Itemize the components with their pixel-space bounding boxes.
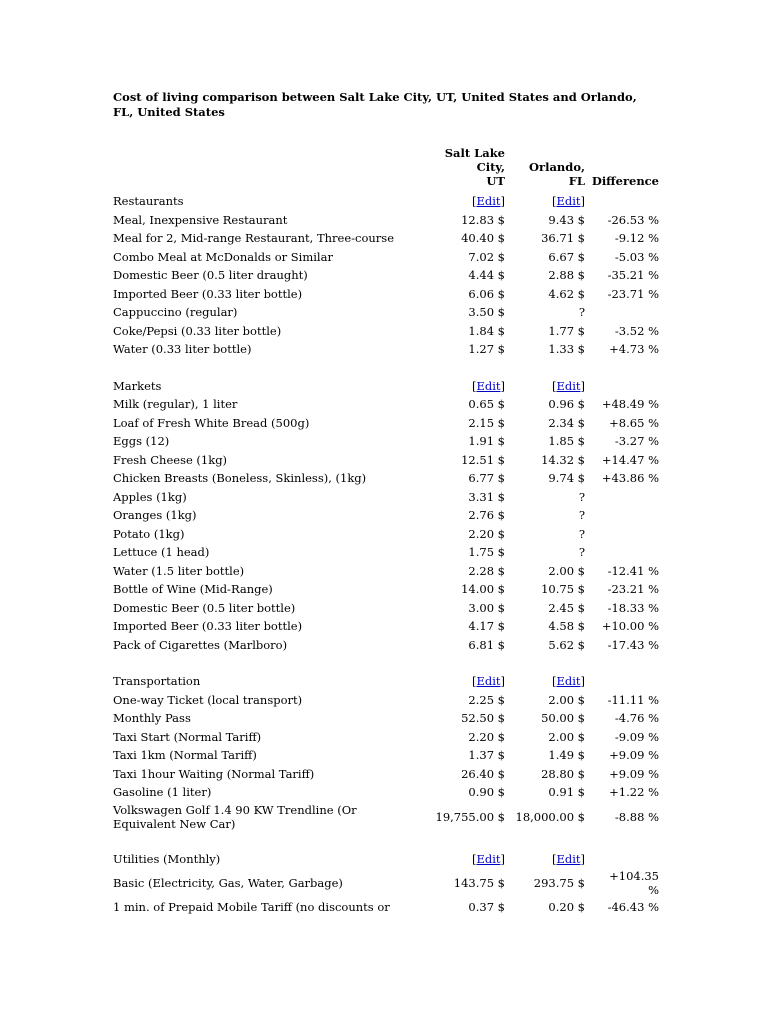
item-name: Basic (Electricity, Gas, Water, Garbage) xyxy=(113,876,343,890)
item-name: Taxi 1km (Normal Tariff) xyxy=(113,748,257,763)
difference-value xyxy=(585,303,659,322)
table-row xyxy=(113,868,659,898)
difference-value: -17.43 % xyxy=(607,637,659,652)
item-name: Eggs (12) xyxy=(113,434,170,449)
city-b-price: 1.33 $ xyxy=(548,342,585,357)
item-name: Milk (regular), 1 liter xyxy=(113,397,238,412)
city-b-price: 5.62 $ xyxy=(548,637,585,652)
difference-value: -11.11 % xyxy=(607,692,659,707)
city-b-price: 18,000.00 $ xyxy=(515,809,585,824)
table-row xyxy=(113,266,659,285)
city-a-price: 14.00 $ xyxy=(461,582,505,597)
item-name: Lettuce (1 head) xyxy=(113,545,210,560)
city-b-price: ? xyxy=(578,489,585,504)
city-a-price: 2.25 $ xyxy=(468,692,505,707)
city-a-price: 2.20 $ xyxy=(468,729,505,744)
city-b-price: 0.20 $ xyxy=(548,900,585,915)
item-name: Domestic Beer (0.5 liter bottle) xyxy=(113,600,296,615)
edit-link-city-a[interactable]: Edit xyxy=(476,378,501,393)
table-row xyxy=(113,469,659,488)
city-b-price: 2.00 $ xyxy=(548,692,585,707)
cost-comparison-table xyxy=(113,146,659,917)
city-b-price: 2.45 $ xyxy=(548,600,585,615)
city-b-column-header: Orlando, FL xyxy=(529,160,585,188)
difference-value: +8.65 % xyxy=(609,415,659,430)
city-a-price: 12.51 $ xyxy=(461,452,505,467)
section-header-row: Restaurants [Edit] [Edit] xyxy=(113,192,659,211)
section-spacer xyxy=(113,832,659,850)
city-b-price: 6.67 $ xyxy=(548,249,585,264)
table-row xyxy=(113,248,659,267)
city-a-price: 1.84 $ xyxy=(468,323,505,338)
item-name: 1 min. of Prepaid Mobile Tariff (no discounts or xyxy=(113,900,390,915)
table-row xyxy=(113,488,659,507)
city-a-price: 52.50 $ xyxy=(461,711,505,726)
section-title: Restaurants xyxy=(113,194,184,209)
difference-value: -9.09 % xyxy=(614,729,659,744)
table-row xyxy=(113,303,659,322)
difference-value: +4.73 % xyxy=(609,342,659,357)
document-page xyxy=(113,90,673,917)
item-name: Volkswagen Golf 1.4 90 KW Trendline (Or Equivalent New Car) xyxy=(113,802,357,831)
section-title: Markets xyxy=(113,378,162,393)
city-a-price: 1.27 $ xyxy=(468,342,505,357)
section-title: Transportation xyxy=(113,674,201,689)
difference-value xyxy=(585,488,659,507)
item-name: Meal, Inexpensive Restaurant xyxy=(113,212,288,227)
table-header-row xyxy=(113,146,659,192)
difference-value: +104.35 % xyxy=(609,869,659,897)
item-name: Meal for 2, Mid-range Restaurant, Three-course xyxy=(113,231,395,246)
table-row xyxy=(113,580,659,599)
section-header-row: Utilities (Monthly) [Edit] [Edit] xyxy=(113,850,659,869)
difference-value: -12.41 % xyxy=(607,563,659,578)
item-name: Imported Beer (0.33 liter bottle) xyxy=(113,619,303,634)
item-name: Pack of Cigarettes (Marlboro) xyxy=(113,637,288,652)
item-name: Gasoline (1 liter) xyxy=(113,785,212,800)
difference-value: -23.71 % xyxy=(607,286,659,301)
city-a-price: 3.50 $ xyxy=(468,305,505,320)
table-row xyxy=(113,765,659,784)
table-row xyxy=(113,543,659,562)
table-row xyxy=(113,506,659,525)
edit-link-city-b[interactable]: Edit xyxy=(556,674,581,689)
table-row xyxy=(113,229,659,248)
city-b-price: ? xyxy=(578,545,585,560)
city-b-price: ? xyxy=(578,526,585,541)
item-column-header xyxy=(113,146,419,192)
difference-value: +48.49 % xyxy=(601,397,659,412)
difference-value: +43.86 % xyxy=(601,471,659,486)
edit-link-city-b[interactable]: Edit xyxy=(556,194,581,209)
city-b-price: 28.80 $ xyxy=(541,766,585,781)
city-b-price: 14.32 $ xyxy=(541,452,585,467)
item-name: Water (1.5 liter bottle) xyxy=(113,563,245,578)
table-row xyxy=(113,746,659,765)
difference-value xyxy=(585,506,659,525)
item-name: Fresh Cheese (1kg) xyxy=(113,452,228,467)
item-name: Taxi 1hour Waiting (Normal Tariff) xyxy=(113,766,315,781)
table-row xyxy=(113,636,659,655)
city-b-price: 293.75 $ xyxy=(533,876,585,890)
city-b-price: 1.85 $ xyxy=(548,434,585,449)
difference-value: -3.27 % xyxy=(614,434,659,449)
difference-value xyxy=(585,525,659,544)
difference-value: -3.52 % xyxy=(614,323,659,338)
table-row xyxy=(113,340,659,359)
difference-value: +1.22 % xyxy=(609,785,659,800)
edit-link-city-a[interactable]: Edit xyxy=(476,674,501,689)
city-a-price: 3.31 $ xyxy=(468,489,505,504)
city-a-price: 0.37 $ xyxy=(468,900,505,915)
city-a-price: 1.37 $ xyxy=(468,748,505,763)
edit-link-city-a[interactable]: Edit xyxy=(476,194,501,209)
difference-value: -4.76 % xyxy=(614,711,659,726)
city-b-price: 4.58 $ xyxy=(548,619,585,634)
table-row xyxy=(113,709,659,728)
item-name: Domestic Beer (0.5 liter draught) xyxy=(113,268,308,283)
city-b-price: 36.71 $ xyxy=(541,231,585,246)
table-row xyxy=(113,728,659,747)
city-a-price: 26.40 $ xyxy=(461,766,505,781)
item-name: Chicken Breasts (Boneless, Skinless), (1kg) xyxy=(113,471,367,486)
city-a-price: 4.17 $ xyxy=(468,619,505,634)
city-b-price: 0.91 $ xyxy=(548,785,585,800)
city-b-price: 2.00 $ xyxy=(548,729,585,744)
table-row xyxy=(113,285,659,304)
edit-link-city-b[interactable]: Edit xyxy=(556,378,581,393)
city-b-price: 1.77 $ xyxy=(548,323,585,338)
difference-value: -18.33 % xyxy=(607,600,659,615)
city-b-price: 50.00 $ xyxy=(541,711,585,726)
city-b-price: 9.43 $ xyxy=(548,212,585,227)
city-a-price: 143.75 $ xyxy=(453,876,505,890)
difference-value: -23.21 % xyxy=(607,582,659,597)
difference-value xyxy=(585,543,659,562)
difference-column-header: Difference xyxy=(591,174,659,188)
item-name: Loaf of Fresh White Bread (500g) xyxy=(113,415,310,430)
difference-value: -5.03 % xyxy=(614,249,659,264)
section-header-row: Transportation [Edit] [Edit] xyxy=(113,672,659,691)
table-row xyxy=(113,599,659,618)
section-title: Utilities (Monthly) xyxy=(113,851,221,866)
difference-value: -26.53 % xyxy=(607,212,659,227)
table-row xyxy=(113,414,659,433)
city-a-price: 7.02 $ xyxy=(468,249,505,264)
item-name: Cappuccino (regular) xyxy=(113,305,238,320)
city-a-price: 2.20 $ xyxy=(468,526,505,541)
table-row xyxy=(113,525,659,544)
city-a-price: 1.75 $ xyxy=(468,545,505,560)
city-a-price: 4.44 $ xyxy=(468,268,505,283)
city-b-price: 2.88 $ xyxy=(548,268,585,283)
difference-value: -46.43 % xyxy=(607,900,659,915)
section-spacer xyxy=(113,359,659,377)
difference-value: -9.12 % xyxy=(614,231,659,246)
city-b-price: 0.96 $ xyxy=(548,397,585,412)
difference-value: -35.21 % xyxy=(607,268,659,283)
edit-link-city-a[interactable]: Edit xyxy=(476,851,501,866)
table-row xyxy=(113,691,659,710)
item-name: Bottle of Wine (Mid-Range) xyxy=(113,582,273,597)
item-name: Water (0.33 liter bottle) xyxy=(113,342,252,357)
item-name: Apples (1kg) xyxy=(113,489,187,504)
difference-value: +14.47 % xyxy=(601,452,659,467)
city-b-price: ? xyxy=(578,305,585,320)
city-b-price: 4.62 $ xyxy=(548,286,585,301)
item-name: Imported Beer (0.33 liter bottle) xyxy=(113,286,303,301)
city-b-price: ? xyxy=(578,508,585,523)
table-row xyxy=(113,451,659,470)
city-b-price: 2.00 $ xyxy=(548,563,585,578)
table-row xyxy=(113,802,659,832)
city-a-price: 6.77 $ xyxy=(468,471,505,486)
item-name: Oranges (1kg) xyxy=(113,508,197,523)
table-row xyxy=(113,432,659,451)
item-name: Monthly Pass xyxy=(113,711,191,726)
table-row xyxy=(113,898,659,917)
city-a-price: 1.91 $ xyxy=(468,434,505,449)
item-name: Potato (1kg) xyxy=(113,526,185,541)
city-a-price: 12.83 $ xyxy=(461,212,505,227)
table-row xyxy=(113,395,659,414)
table-row xyxy=(113,783,659,802)
difference-value: +10.00 % xyxy=(601,619,659,634)
city-a-price: 19,755.00 $ xyxy=(435,809,505,824)
city-b-price: 9.74 $ xyxy=(548,471,585,486)
city-a-column-header: Salt Lake City, UT xyxy=(444,146,505,188)
city-b-price: 1.49 $ xyxy=(548,748,585,763)
item-name: Taxi Start (Normal Tariff) xyxy=(113,729,262,744)
item-name: One-way Ticket (local transport) xyxy=(113,692,303,707)
page-title: Cost of living comparison between Salt Lake City, UT, United States and Orlando, FL, United States xyxy=(113,90,637,119)
section-spacer xyxy=(113,654,659,672)
city-a-price: 2.15 $ xyxy=(468,415,505,430)
table-body xyxy=(113,192,659,917)
item-name: Coke/Pepsi (0.33 liter bottle) xyxy=(113,323,282,338)
difference-value: +9.09 % xyxy=(609,766,659,781)
city-b-price: 2.34 $ xyxy=(548,415,585,430)
city-a-price: 40.40 $ xyxy=(461,231,505,246)
difference-value: +9.09 % xyxy=(609,748,659,763)
city-a-price: 6.81 $ xyxy=(468,637,505,652)
city-a-price: 0.65 $ xyxy=(468,397,505,412)
city-a-price: 2.76 $ xyxy=(468,508,505,523)
section-header-row: Markets [Edit] [Edit] xyxy=(113,377,659,396)
table-row xyxy=(113,617,659,636)
city-a-price: 3.00 $ xyxy=(468,600,505,615)
edit-link-city-b[interactable]: Edit xyxy=(556,851,581,866)
item-name: Combo Meal at McDonalds or Similar xyxy=(113,249,333,264)
difference-value: -8.88 % xyxy=(614,809,659,824)
city-b-price: 10.75 $ xyxy=(541,582,585,597)
table-row xyxy=(113,562,659,581)
table-row xyxy=(113,211,659,230)
city-a-price: 0.90 $ xyxy=(468,785,505,800)
city-a-price: 2.28 $ xyxy=(468,563,505,578)
table-row xyxy=(113,322,659,341)
city-a-price: 6.06 $ xyxy=(468,286,505,301)
